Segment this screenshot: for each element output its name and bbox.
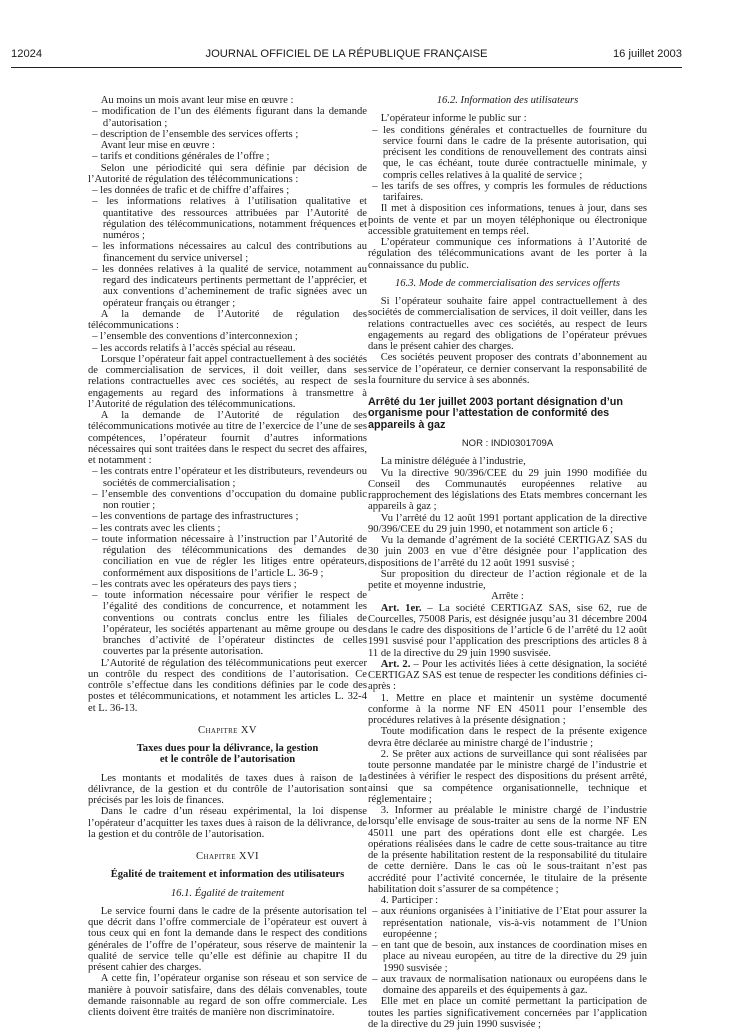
paragraph: Au moins un mois avant leur mise en œuvre :: [100, 95, 294, 106]
paragraph: La ministre déléguée à l’industrie,: [380, 456, 526, 468]
paragraph: Vu la directive 90/396/CEE du 29 juin 1990 modifiée du Conseil des Communautés européennes relative au rapprochement des législations des Etats membres concernant les appareils à gaz ;: [368, 467, 647, 513]
paragraph: A la demande de l’Autorité de régulation des télécommunications :: [88, 308, 367, 331]
chapter-title: Taxes dues pour la délivrance, la gestion: [136, 743, 319, 754]
journal-title: JOURNAL OFFICIEL DE LA RÉPUBLIQUE FRANÇAISE: [205, 48, 488, 60]
list-item: – les données de trafic et de chiffre d’affaires ;: [92, 185, 290, 196]
paragraph: Sur proposition du directeur de l’action régionale et de la petite et moyenne industrie,: [368, 568, 647, 592]
paragraph: 1. Mettre en place et maintenir un système documenté conforme à la norme NF EN 45011 pour l’ensemble des procédures relatives à la présente désignation ;: [368, 692, 647, 727]
paragraph: L’opérateur communique ces informations à l’Autorité de régulation des télécommunications avant de les porter à la connaissance du public.: [368, 237, 647, 271]
paragraph: Les montants et modalités de taxes dues à raison de la délivrance, de la gestion et du contrôle de l’autorisation sont précisés par les lois de finances.: [88, 772, 367, 806]
paragraph: Le service fourni dans le cadre de la présente autorisation tel que décrit dans l’offre commerciale de l’opérateur est ouvert à tous ceux qui en font la demande dans le respect des conditions générales de l’offre de l’opérateur, sous réserve de maintenir la qualité de service telle qu’elle est définie au chapitre II du présent cahier des charges.: [88, 905, 367, 973]
article-1: [368, 603, 647, 659]
paragraph: Elle met en place un comité permettant la participation de toutes les parties significativement concernées par l’application de la directive du 29 juin 1990 susvisée ;: [368, 996, 647, 1030]
chapter-title: et le contrôle de l’autorisation: [159, 754, 296, 766]
list-item: – aux travaux de normalisation nationaux ou européens dans le domaine des appareils et des équipements à gaz.: [372, 973, 647, 997]
list-item: – les conditions générales et contractuelles de fourniture du service fourni dans le cadre de la présente autorisation, qui précisent les conditions de renouvellement des contrats ainsi que, le cas échéant, toute durée contractuelle minimale, y compris celles relatives à la qualité de service ;: [372, 124, 647, 181]
section-heading: 16.3. Mode de commercialisation des services offerts: [395, 277, 620, 289]
article-label: Art. 1er.: [380, 602, 422, 614]
article-text: – La société CERTIGAZ SAS, sise 62, rue de Courcelles, 75008 Paris, est désignée jusqu’au 31 décembre 2004 dans le cadre des dispositions de l’article 6 de l’arrêté du 12 août 1991 susvisé pour l’application des prescriptions des articles 8 à 11 de la directive du 29 juin 1990 susvisée.: [368, 602, 647, 659]
list-item: – description de l’ensemble des services offerts ;: [92, 128, 299, 140]
list-item: – toute information nécessaire pour vérifier le respect de l’égalité des conditions de concurrence, et notamment les conventions ou contrats conclus entre les filiales de l’opérateur, les sociétés appartenant au même groupe ou des branches d’activité de l’opérateur distinctes de celles couvertes par la présente autorisation.: [92, 590, 367, 658]
list-item: – les informations nécessaires au calcul des contributions au financement du service universel ;: [92, 241, 367, 264]
list-item: – modification de l’un des éléments figurant dans la demande d’autorisation ;: [92, 106, 367, 129]
section-heading: 16.1. Égalité de traitement: [170, 887, 285, 899]
list-item: – les accords relatifs à l’accès spécial au réseau.: [92, 342, 296, 354]
list-item: – les conventions de partage des infrastructures ;: [92, 511, 299, 523]
list-item: – les contrats avec les clients ;: [92, 522, 221, 534]
right-column: [368, 95, 647, 1030]
paragraph: Selon une périodicité qui sera définie par décision de l’Autorité de régulation des télécommunications :: [88, 162, 367, 185]
paragraph: A la demande de l’Autorité de régulation des télécommunications motivée au titre de l’exercice de l’une de ses compétences, l’opérateur fournit d’autres informations nécessaires qui sont traitées dans le respect du secret des affaires, et notamment :: [88, 410, 367, 466]
list-item: – tarifs et conditions générales de l’offre ;: [92, 151, 270, 163]
section-heading: 16.2. Information des utilisateurs: [436, 95, 579, 106]
list-item: – les contrats avec les opérateurs des pays tiers ;: [92, 578, 297, 590]
paragraph: Si l’opérateur souhaite faire appel contractuellement à des sociétés de commercialisation de services, il doit veiller, dans les relations contractuelles avec ces sociétés, au respect de leurs engagements au regard des obligations de l’opérateur prévues dans le présent cahier des charges.: [368, 296, 647, 352]
chapter-heading: Chapitre XVI: [196, 851, 259, 862]
list-item: – les tarifs de ses offres, y compris les formules de réductions tarifaires.: [372, 180, 647, 203]
chapter-title: Égalité de traitement et information des utilisateurs: [110, 869, 345, 881]
list-item: – les contrats entre l’opérateur et les distributeurs, revendeurs ou sociétés de commercialisation ;: [92, 466, 367, 489]
left-column: [88, 95, 367, 1018]
paragraph: 4. Participer :: [380, 895, 439, 907]
list-item: – les données relatives à la qualité de service, notamment au regard des indicateurs pertinents permettant de l’apprécier, et aux conventions d’acheminement de trafic signées avec un opérateur français ou étranger ;: [92, 263, 367, 309]
article-text: – Pour les activités liées à cette désignation, la société CERTIGAZ SAS est tenue de respecter les conditions définies ci-après :: [368, 658, 647, 693]
article-label: Art. 2.: [380, 658, 411, 670]
paragraph: Toute modification dans le respect de la présente exigence devra être déclarée au ministre chargé de l’industrie ;: [368, 726, 647, 749]
list-item: – les informations relatives à l’utilisation qualitative et quantitative des ressources attribuées par l’Autorité de régulation des télécommunications, notamment fréquences et numéros ;: [92, 196, 367, 241]
paragraph: Lorsque l’opérateur fait appel contractuellement à des sociétés de commercialisation de services, il doit veiller, dans ses relations contractuelles avec ces sociétés, au respect de ses engagements au regard des informations à transmettre à l’Autorité de régulation des télécommunications.: [88, 353, 367, 410]
arrete-label: Arrête :: [491, 591, 524, 603]
paragraph: Il met à disposition ces informations, tenues à jour, dans ses points de vente et par un moyen téléphonique ou électronique accessible gratuitement en temps réel.: [368, 203, 647, 237]
paragraph: Avant leur mise en œuvre :: [100, 140, 215, 151]
paragraph: 2. Se prêter aux actions de surveillance qui sont réalisées par toute personne mandatée par le ministre chargé de l’industrie et destinées à vérifier le respect des dispositions du présent arrêté, ainsi que sa compétence organisationnelle, technique et réglementaire ;: [368, 748, 647, 805]
list-item: – toute information nécessaire à l’instruction par l’Autorité de régulation des télécommunications des demandes de conciliation en vue de régler les litiges entre opérateurs, conformément aux dispositions de l’article L. 36-9 ;: [92, 533, 367, 579]
nor-reference: NOR : INDI0301709A: [461, 438, 554, 450]
paragraph: Vu l’arrêté du 12 août 1991 portant application de la directive 90/396/CEE du 29 juin 1990, et notamment son article 6 ;: [368, 512, 647, 535]
page-header: [11, 48, 682, 62]
paragraph: A cette fin, l’opérateur organise son réseau et son service de manière à pouvoir satisfaire, dans des délais convenables, toute demande raisonnable au regard de son offre commerciale. Les clients doivent être traités de manière non discriminatoire.: [88, 973, 367, 1018]
paragraph: L’opérateur informe le public sur :: [380, 113, 527, 125]
list-item: – en tant que de besoin, aux instances de coordination mises en place au niveau européen, au titre de la directive du 29 juin 1990 susvisée ;: [372, 940, 647, 974]
page-number: 12024: [11, 48, 43, 60]
paragraph: Ces sociétés peuvent proposer des contrats d’abonnement au service de l’opérateur, ce dernier conservant la responsabilité de la fourniture du service à ses abonnés.: [368, 352, 647, 386]
list-item: – aux réunions organisées à l’initiative de l’Etat pour assurer la représentation nationale, vis-à-vis notamment de l’Union européenne ;: [372, 906, 647, 940]
list-item: – l’ensemble des conventions d’occupation du domaine public non routier ;: [92, 488, 367, 511]
paragraph: Vu la demande d’agrément de la société CERTIGAZ SAS du 30 juin 2003 en vue d’être désignée pour l’application des dispositions de l’arrêté du 12 août 1991 susvisé ;: [368, 535, 647, 569]
list-item: – l’ensemble des conventions d’interconnexion ;: [92, 331, 298, 343]
decree-title: Arrêté du 1er juillet 2003 portant désignation d’un organisme pour l’attestation de conformité des appareils à gaz: [368, 396, 623, 431]
article-2: [368, 659, 647, 693]
paragraph: Dans le cadre d’un réseau expérimental, la loi dispense l’opérateur d’acquitter les taxes dues à raison de la délivrance, de la gestion et du contrôle de l’autorisation.: [88, 806, 367, 840]
paragraph: 3. Informer au préalable le ministre chargé de l’industrie lorsqu’elle envisage de sous-traiter au sens de la norme NF EN 45011 une part des opérations dont elle est chargée. Les opérations réalisées dans le cadre de cette sous-traitance au titre de la présente habilitation restent de la responsabilité du titulaire de cette dernière. Dans le cas où le sous-traitant n’est pas accrédité pour l’activité concernée, le titulaire de la présente habilitation doit s’assurer de sa compétence ;: [368, 805, 647, 895]
header-rule: [11, 67, 682, 68]
chapter-heading: Chapitre XV: [198, 724, 257, 736]
issue-date: 16 juillet 2003: [612, 48, 682, 60]
paragraph: L’Autorité de régulation des télécommunications peut exercer un contrôle du respect des conditions de l’autorisation. Ce contrôle s’effectue dans les conditions définies par le code des postes et télécommunications, et notamment les articles L. 32-4 et L. 36-13.: [88, 657, 367, 714]
